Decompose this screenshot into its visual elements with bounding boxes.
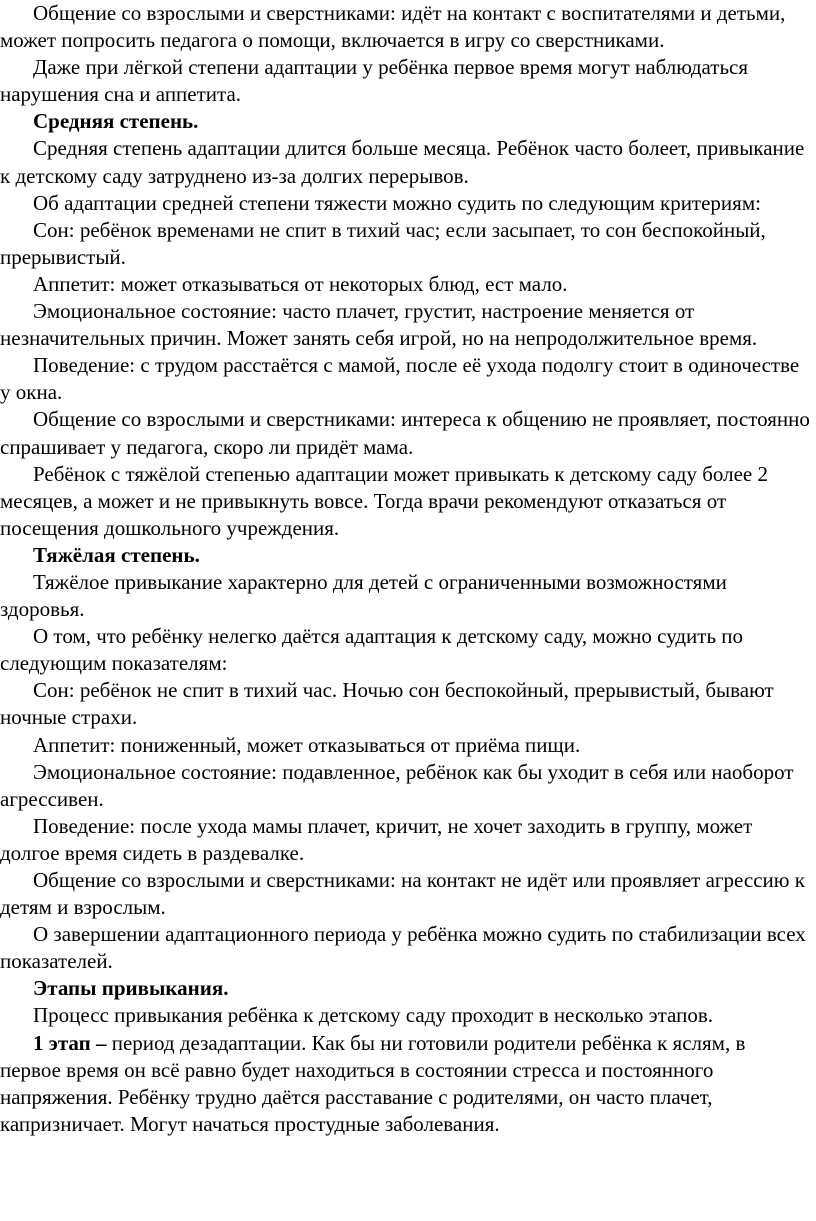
heading-stages: Этапы привыкания. xyxy=(33,976,229,1001)
stage-one-text: период дезадаптации. Как бы ни готовили родители ребёнка к яслям, в первое время он всё равно будет находиться в состоянии стресса и постоянного напряжения. Ребёнку трудно даётся расставание с родителями, он часто плачет, капризничает. Могут начаться простудные заболевания. xyxy=(0,1030,746,1136)
paragraph-severe-sleep: Сон: ребёнок не спит в тихий час. Ночью сон беспокойный, прерывистый, бывают ночные страхи. xyxy=(0,678,774,730)
stage-one-label: 1 этап – xyxy=(33,1030,107,1055)
heading-severe-degree: Тяжёлая степень. xyxy=(33,542,200,567)
paragraph-severe-intro: Тяжёлое привыкание характерно для детей с ограниченными возможностями здоровья. xyxy=(0,569,727,622)
paragraph-severe-indicators: О том, что ребёнку нелегко даётся адаптация к детскому саду, можно судить по следующим показателям: xyxy=(0,624,744,676)
paragraph-severe-behavior: Поведение: после ухода мамы плачет, кричит, не хочет заходить в группу, может долгое время сидеть в раздевалке. xyxy=(0,813,753,865)
paragraph-medium-sleep: Сон: ребёнок временами не спит в тихий час; если засыпает, то сон беспокойный, прерывистый. xyxy=(0,217,766,269)
paragraph-medium-intro: Средняя степень адаптации длится больше месяца. Ребёнок часто болеет, привыкание к детскому саду затруднено из-за долгих перерывов. xyxy=(0,136,805,188)
paragraph-medium-emotion: Эмоциональное состояние: часто плачет, грустит, настроение меняется от незначительных причин. Может занять себя игрой, но на непродолжительное время. xyxy=(0,299,758,351)
paragraph-communication-light: Общение со взрослыми и сверстниками: идёт на контакт с воспитателями и детьми, может попросить педагога о помощи, включается в игру со сверстниками. xyxy=(0,1,786,53)
paragraph-stages-intro: Процесс привыкания ребёнка к детскому саду проходит в несколько этапов. xyxy=(33,1003,713,1028)
paragraph-medium-criteria: Об адаптации средней степени тяжести можно судить по следующим критериям: xyxy=(33,190,761,215)
paragraph-severe-appetite: Аппетит: пониженный, может отказываться от приёма пищи. xyxy=(33,732,581,757)
paragraph-light-note: Даже при лёгкой степени адаптации у ребёнка первое время могут наблюдаться нарушения сна и аппетита. xyxy=(0,55,749,107)
paragraph-medium-communication: Общение со взрослыми и сверстниками: интереса к общению не проявляет, постоянно спрашивает у педагога, скоро ли придёт мама. xyxy=(0,407,810,459)
paragraph-medium-appetite: Аппетит: может отказываться от некоторых блюд, ест мало. xyxy=(33,271,568,296)
paragraph-severe-transition: Ребёнок с тяжёлой степенью адаптации может привыкать к детскому саду более 2 месяцев, а может и не привыкнуть вовсе. Тогда врачи рекомендуют отказаться от посещения дошкольного учреждения. xyxy=(0,461,768,540)
paragraph-severe-emotion: Эмоциональное состояние: подавленное, ребёнок как бы уходит в себя или наоборот агрессивен. xyxy=(0,759,794,811)
paragraph-severe-communication: Общение со взрослыми и сверстниками: на контакт не идёт или проявляет агрессию к детям и взрослым. xyxy=(0,868,805,920)
paragraph-stage-one xyxy=(0,1030,810,1138)
paragraph-adaptation-end: О завершении адаптационного периода у ребёнка можно судить по стабилизации всех показателей. xyxy=(0,922,806,974)
heading-medium-degree: Средняя степень. xyxy=(33,109,199,134)
paragraph-medium-behavior: Поведение: с трудом расстаётся с мамой, после её ухода подолгу стоит в одиночестве у окна. xyxy=(0,353,800,405)
